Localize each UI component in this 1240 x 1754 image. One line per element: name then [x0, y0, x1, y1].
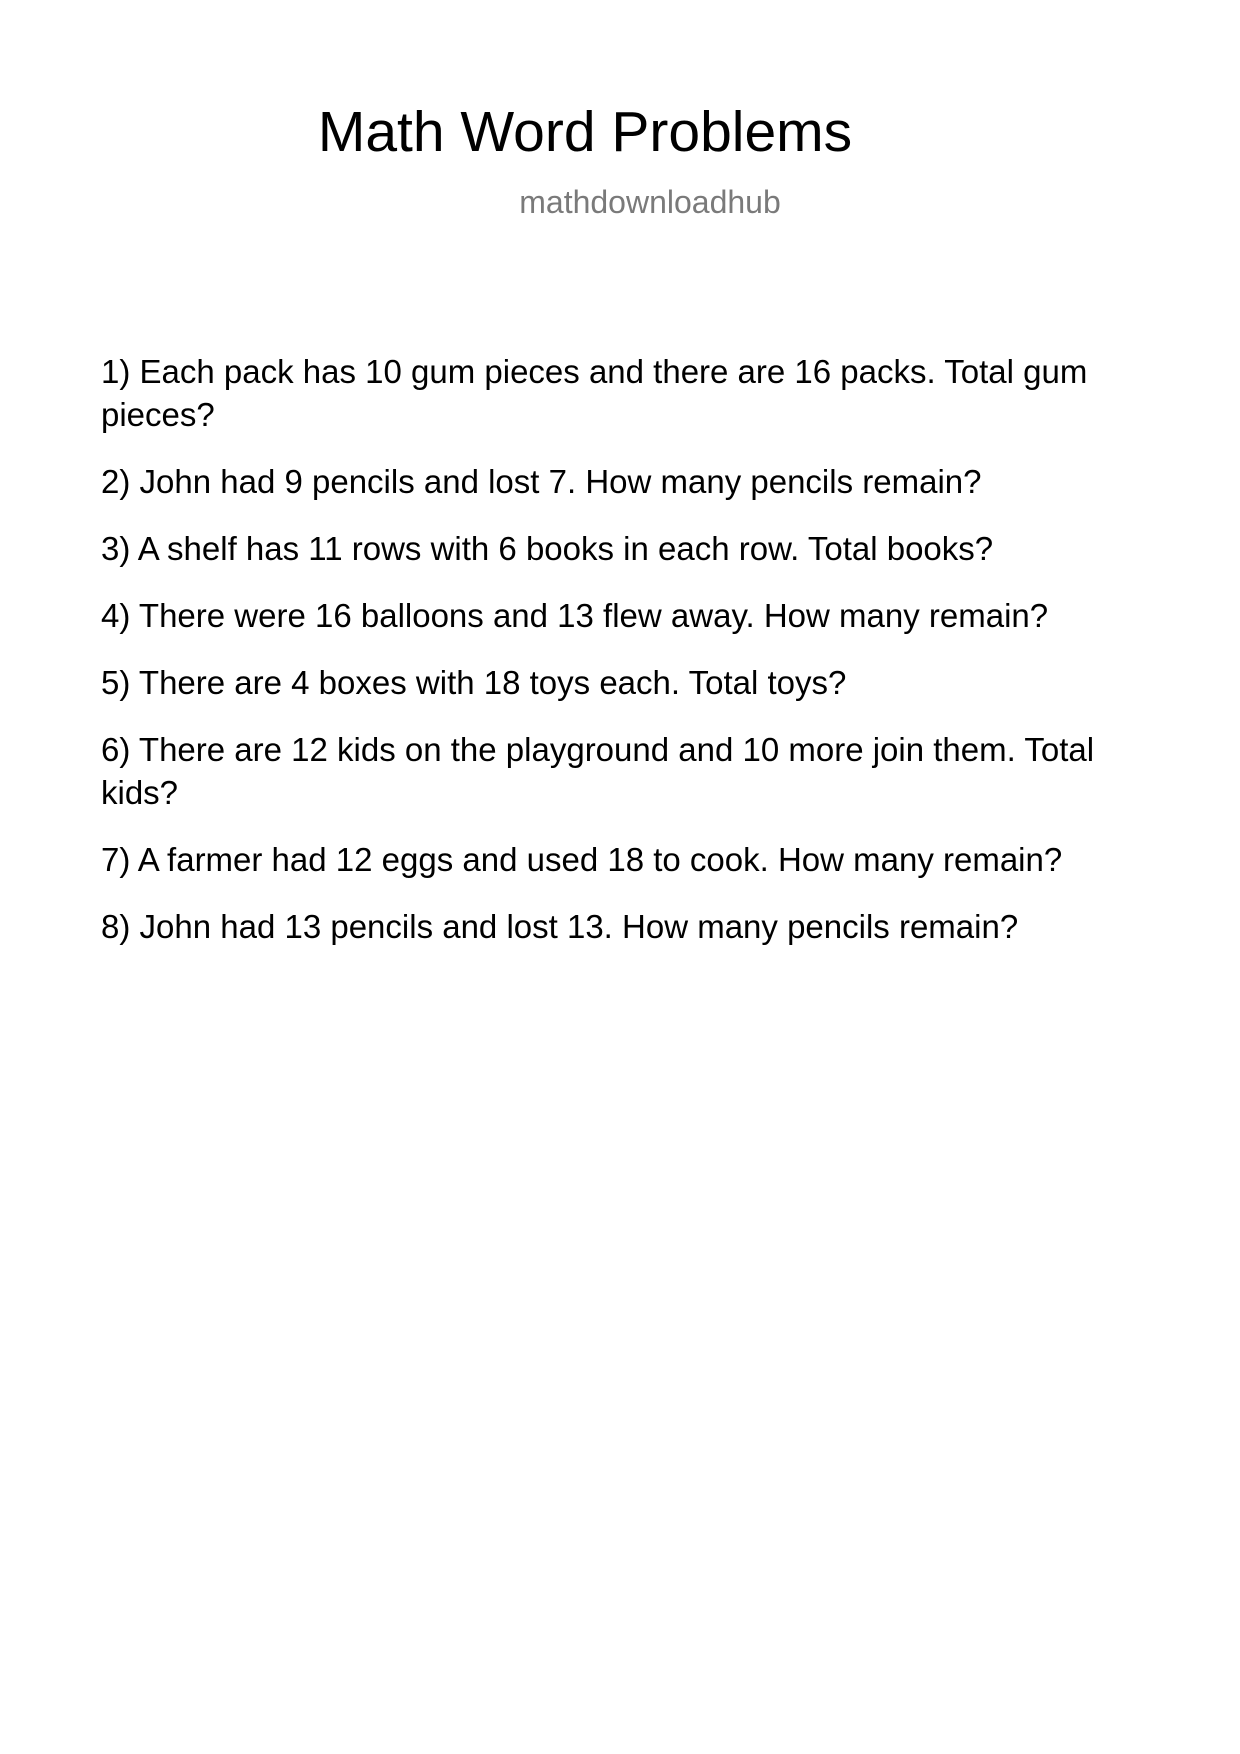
problem-item-7: 7) A farmer had 12 eggs and used 18 to cook. How many remain? [101, 841, 1063, 878]
problem-item-8: 8) John had 13 pencils and lost 13. How many pencils remain? [101, 908, 1019, 945]
problem-item-4: 4) There were 16 balloons and 13 flew away. How many remain? [101, 597, 1049, 634]
problem-item-5: 5) There are 4 boxes with 18 toys each. Total toys? [101, 664, 847, 701]
problem-item-3: 3) A shelf has 11 rows with 6 books in each row. Total books? [101, 530, 994, 567]
problem-item-1: 1) Each pack has 10 gum pieces and there are 16 packs. Total gum pieces? [101, 353, 1088, 433]
page-subtitle: mathdownloadhub [519, 184, 781, 220]
page-title: Math Word Problems [317, 100, 853, 164]
problem-list [101, 350, 1146, 972]
problem-item-2: 2) John had 9 pencils and lost 7. How many pencils remain? [101, 463, 982, 500]
problem-item-6: 6) There are 12 kids on the playground and 10 more join them. Total kids? [101, 731, 1095, 811]
